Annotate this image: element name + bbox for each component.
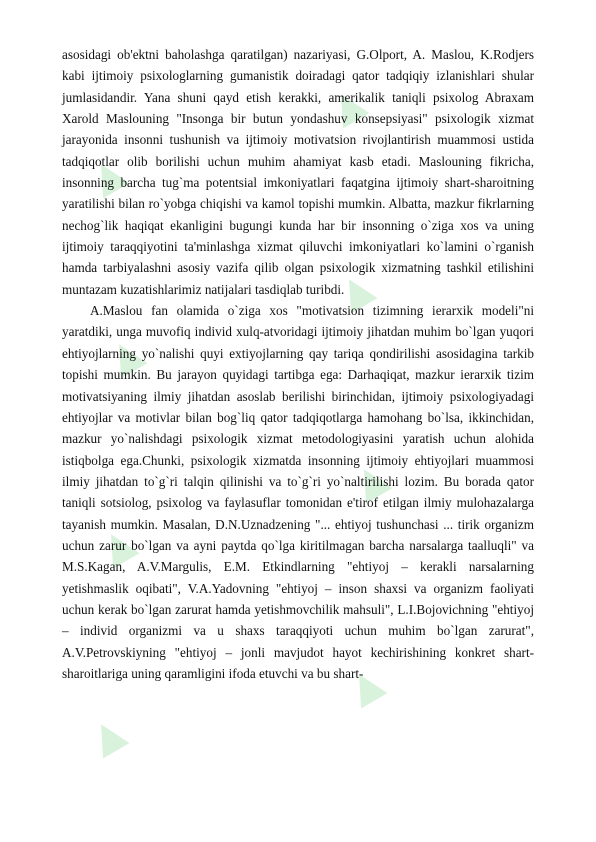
watermark-mark: ▲ (70, 698, 145, 774)
body-paragraph: A.Maslou fan olamida o`ziga xos "motivatsion tizimning ierarxik modeli"ni yaratdiki, unga muvofiq individ xulq-atvoridagi ijtimoiy jihatdan muhim bo`lgan yuqori ehtiyojlarning yo`nalishi quyi extiyojlarning qay tariqa qondirilishi asosidagina tarkib topishi mumkin. Bu jarayon quyidagi tartibga ega: Darhaqiqat, mazkur ierarxik tizim motivatsiyaning ilmiy jihatdan asoslab berilishi birinchidan, ijtimoiy psixologiyadagi ehtiyojlar va motivlar bilan bog`liq qator tadqiqotlarga hamohang bo`lsa, ikkinchidan, mazkur yo`nalishdagi psixologik xizmat metodologiyasini yaratish uchun alohida istiqbolga ega.Chunki, psixologik xizmatda insonning ijtimoiy ehtiyojlari muammosi ilmiy jihatdan to`g`ri talqin qilinishi va to`g`ri yo`naltirilishi lozim. Bu borada qator taniqli sotsiolog, psixolog va faylasuflar tomonidan e'tirof etilgan ilmiy mulohazalarga tayanish mumkin. Masalan, D.N.Uznadzening "... ehtiyoj tushunchasi ... tirik organizm uchun zarur bo`lgan va ayni paytda qo`lga kiritilmagan barcha narsalarga taalluqli" va M.S.Kagan, A.V.Margulis, E.M. Etkindlarning "ehtiyoj – kerakli narsalarning yetishmaslik oqibati", V.A.Yadovning "ehtiyoj – inson shaxsi va organizm faoliyati uchun kerak bo`lgan zarurat hamda yetishmovchilik mahsuli", L.I.Bojovichning "ehtiyoj – individ organizmi va u shaxs taraqqiyoti uchun muhim bo`lgan zarurat", A.V.Petrovskiyning "ehtiyoj – jonli mavjudot hayot kechirishining konkret shart-sharoitlariga uning qaramligini ifoda etuvchi va bu shart- (62, 303, 534, 681)
watermark-mark: ▲ (333, 443, 408, 519)
watermark-mark: ▲ (328, 648, 403, 724)
document-page (62, 44, 534, 684)
body-paragraph: asosidagi ob'ektni baholashga qaratilgan) nazariyasi, G.Olport, A. Maslou, K.Rodjers kabi ijtimoiy psixologlarning gumanistik doiradagi qator tadqiqiy izlanishlari shular jumlasidandir. Yana shuni qayd etish kerakki, amerikalik taniqli psixolog Abraxam Xarold Maslouning "Insonga bir butun yondashuv konsepsiyasi" psixologik xizmat jarayonida insonni tushunish va ijtimoiy motivatsion rivojlantirish muammosi ustida tadqiqotlar olib borilishi uchun muhim ahamiyat kasb etadi. Maslouning fikricha, insonning barcha tug`ma potentsial imkoniyatlari faqatgina ijtimoiy shart-sharoitning yaratilishi bilan ro`yobga chiqishi va kamol topishi mumkin. Albatta, mazkur fikrlarning nechog`lik haqiqat ekanligini bugungi kunda har bir insonning o`ziga xos va uning ijtimoiy taraqqiyotini ta'minlashga xizmat qiluvchi imkoniyatlari ko`lamini o`rganish hamda tarbiyalashni asosiy vazifa qilib olgan psixologik xizmatning tashkil etilishini muntazam kuzatishlarimiz natijalari tasdiqlab turibdi. (62, 47, 534, 297)
watermark-mark: ▲ (80, 508, 155, 584)
watermark-mark: ▲ (318, 253, 393, 329)
watermark-mark: ▲ (310, 68, 385, 144)
watermark-mark: ▲ (70, 138, 145, 214)
watermark-mark: ▲ (88, 318, 163, 394)
